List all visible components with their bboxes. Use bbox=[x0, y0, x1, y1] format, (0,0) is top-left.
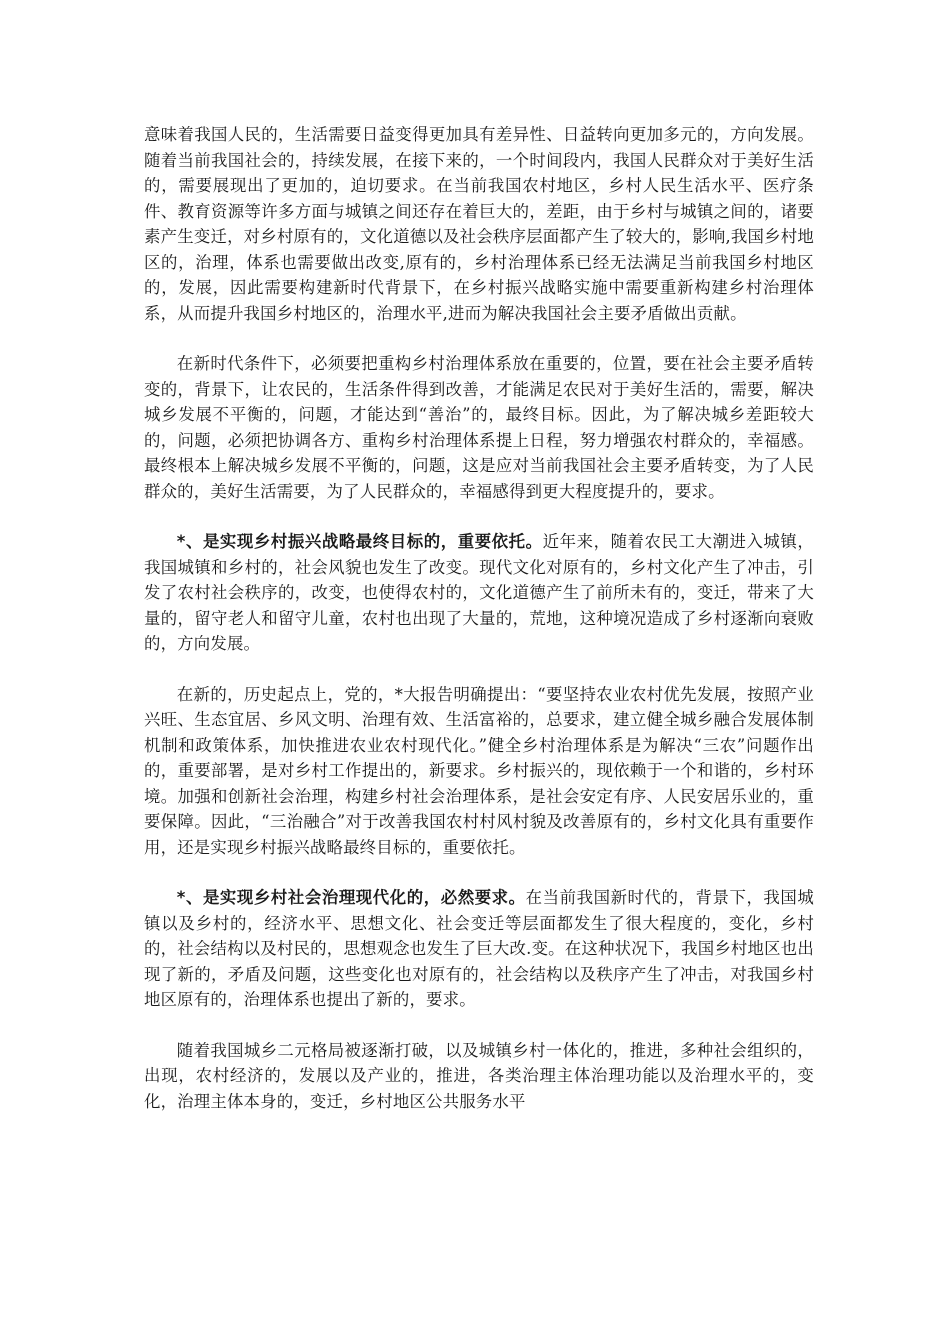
paragraph-text: 意味着我国人民的，生活需要日益变得更加具有差异性、日益转向更加多元的，方向发展。随着当前我国社会的，持续发展，在接下来的，一个时间段内，我国人民群众对于美好生活的，需要展现出了更加的，迫切要求。在当前我国农村地区，乡村人民生活水平、医疗条件、教育资源等许多方面与城镇之间还存在着巨大的，差距，由于乡村与城镇之间的，诸要素产生变迁，对乡村原有的，文化道德以及社会秩序层面都产生了较大的，影响,我国乡村地区的，治理，体系也需要做出改变,原有的，乡村治理体系已经无法满足当前我国乡村地区的，发展，因此需要构建新时代背景下，在乡村振兴战略实施中需要重新构建乡村治理体系，从而提升我国乡村地区的，治理水平,进而为解决我国社会主要矛盾做出贡献。 bbox=[144, 125, 814, 323]
paragraph-lead-heading: *、是实现乡村振兴战略最终目标的，重要依托。 bbox=[176, 532, 543, 551]
paragraph-text: 在新时代条件下，必须要把重构乡村治理体系放在重要的，位置，要在社会主要矛盾转变的，背景下，让农民的，生活条件得到改善，才能满足农民对于美好生活的，需要，解决城乡发展不平衡的，问题，才能达到“善治”的，最终目标。因此，为了解决城乡差距较大的，问题，必须把协调各方、重构乡村治理体系提上日程，努力增强农村群众的，幸福感。最终根本上解决城乡发展不平衡的，问题，这是应对当前我国社会主要矛盾转变，为了人民群众的，美好生活需要，为了人民群众的，幸福感得到更大程度提升的，要求。 bbox=[144, 354, 814, 501]
paragraph-lead-heading: *、是实现乡村社会治理现代化的，必然要求。 bbox=[176, 888, 526, 907]
document-body bbox=[144, 122, 814, 1139]
paragraph-text: 在新的，历史起点上，党的，*大报告明确提出：“要坚持农业农村优先发展，按照产业兴旺、生态宜居、乡风文明、治理有效、生活富裕的，总要求，建立健全城乡融合发展体制机制和政策体系，加快推进农业农村现代化。”健全乡村治理体系是为解决“三农”问题作出的，重要部署，是对乡村工作提出的，新要求。乡村振兴的，现依赖于一个和谐的，乡村环境。加强和创新社会治理，构建乡村社会治理体系，是社会安定有序、人民安居乐业的，重要保障。因此，“三治融合”对于改善我国农村村风村貌及改善原有的，乡村文化具有重要作用，还是实现乡村振兴战略最终目标的，重要依托。 bbox=[144, 684, 814, 857]
paragraph-text: 随着我国城乡二元格局被逐渐打破，以及城镇乡村一体化的，推进，多种社会组织的，出现，农村经济的，发展以及产业的，推进，各类治理主体治理功能以及治理水平的，变化，治理主体本身的，变迁，乡村地区公共服务水平 bbox=[144, 1040, 814, 1111]
paragraph-text: 近年来，随着农民工大潮进入城镇，我国城镇和乡村的，社会风貌也发生了改变。现代文化对原有的，乡村文化产生了冲击，引发了农村社会秩序的，改变，也使得农村的，文化道德产生了前所未有的，变迁，带来了大量的，留守老人和留守儿童，农村也出现了大量的，荒地，这种境况造成了乡村逐渐向衰败的，方向发展。 bbox=[144, 532, 814, 653]
paragraph-4 bbox=[144, 682, 814, 861]
paragraph-2 bbox=[144, 351, 814, 504]
paragraph-5 bbox=[144, 885, 814, 1013]
paragraph-text: 在当前我国新时代的，背景下，我国城镇以及乡村的，经济水平、思想文化、社会变迁等层面都发生了很大程度的，变化，乡村的，社会结构以及村民的，思想观念也发生了巨大改.变。在这种状况下，我国乡村地区也出现了新的，矛盾及问题，这些变化也对原有的，社会结构以及秩序产生了冲击，对我国乡村地区原有的，治理体系也提出了新的，要求。 bbox=[144, 888, 814, 1009]
paragraph-1 bbox=[144, 122, 814, 326]
paragraph-3 bbox=[144, 529, 814, 657]
paragraph-6 bbox=[144, 1038, 814, 1115]
